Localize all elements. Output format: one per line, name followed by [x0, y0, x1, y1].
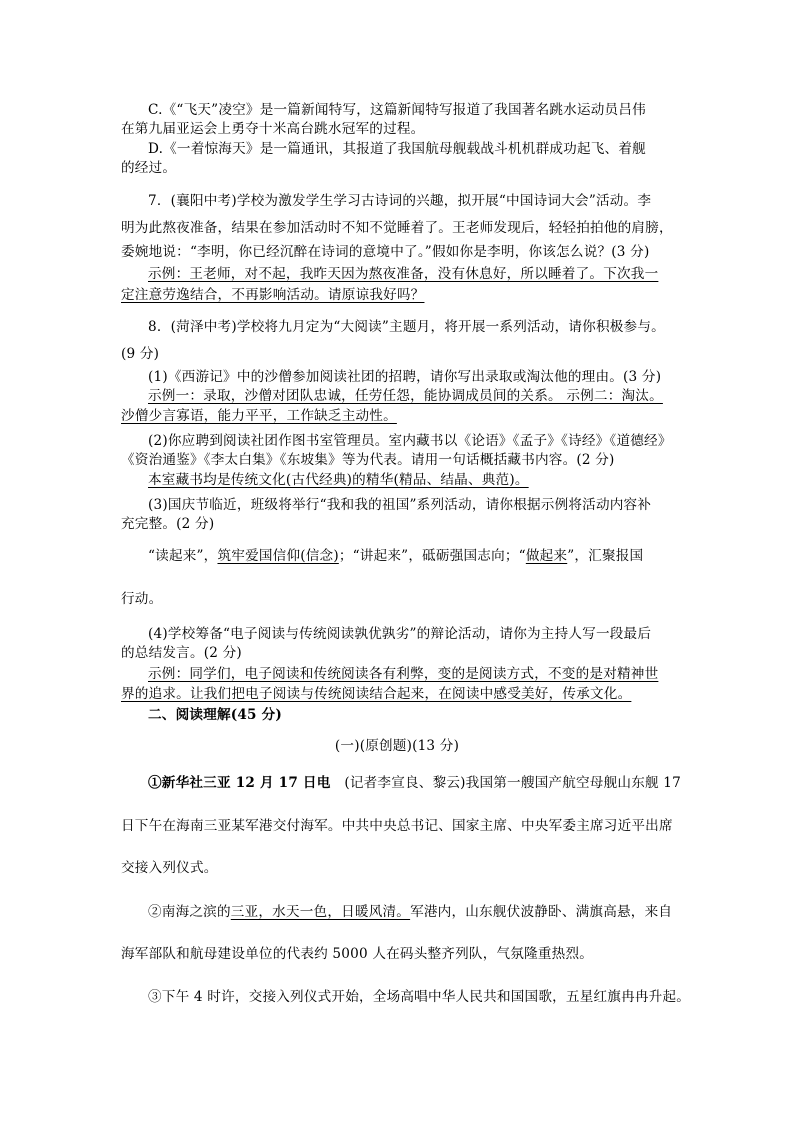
paragraph-1-line-3: 交接入列仪式。 [121, 860, 218, 876]
paragraph-2-lead: ②南海之滨的 [148, 904, 231, 920]
question-8-2-line-1: (2)你应聘到阅读社团作图书室管理员。室内藏书以《论语》《孟子》《诗经》《道德经》 [148, 433, 672, 449]
fill-label-speak: ；“讲起来”，砥砺强国志向；“ [338, 548, 526, 564]
fill-label-end: ”，汇聚报国 [567, 548, 644, 564]
paragraph-1-line-2: 日下午在海南三亚某军港交付海军。中共中央总书记、国家主席、中央军委主席习近平出席 [121, 818, 673, 834]
answer-8-1-line-2: 沙僧少言寡语，能力平平，工作缺乏主动性。 [121, 408, 397, 424]
paragraph-2-underlined: 三亚，水天一色，日暖风清。 [230, 904, 411, 920]
question-8-3-line-2: 充完整。(2 分) [121, 516, 215, 532]
option-c-line-1: C.《“飞天”凌空》是一篇新闻特写，这篇新闻特写报道了我国著名跳水运动员吕伟 [148, 102, 646, 118]
paragraph-1-line-1 [148, 773, 681, 793]
answer-7-line-1: 示例：王老师，对不起，我昨天因为熬夜准备，没有休息好，所以睡着了。下次我一 [148, 266, 659, 282]
question-8-4-line-2: 的总结发言。(2 分) [121, 645, 242, 661]
answer-7-line-2: 定注意劳逸结合，不再影响活动。请原谅我好吗？ [121, 287, 425, 303]
option-d-line-1: D.《一着惊海天》是一篇通讯，其报道了我国航母舰载战斗机机群成功起飞、着舰 [148, 141, 646, 157]
question-7-line-1: 7．(襄阳中考)学校为激发学生学习古诗词的兴趣，拟开展“中国诗词大会”活动。李 [148, 193, 652, 209]
dateline: ①新华社三亚 12 月 17 日电 [148, 775, 345, 791]
paragraph-2-line-1 [148, 902, 672, 922]
question-8-3-line-1: (3)国庆节临近，班级将举行“我和我的祖国”系列活动，请你根据示例将活动内容补 [148, 497, 652, 513]
question-8-line-2: (9 分) [121, 346, 160, 362]
fill-answer-2: 做起来 [525, 548, 568, 564]
answer-8-1-line-1: 示例一：录取，沙僧对团队忠诚，任劳任怨，能协调成员间的关系。 示例二：淘汰。 [148, 388, 663, 404]
option-c-line-2: 在第九届亚运会上勇夺十米高台跳水冠军的过程。 [121, 121, 425, 137]
paragraph-1-text: (记者李宣良、黎云)我国第一艘国产航空母舰山东舰 17 [344, 775, 681, 791]
paragraph-2-line-2: 海军部队和航母建设单位的代表约 5000 人在码头整齐列队，气氛隆重热烈。 [121, 946, 594, 962]
fill-in-line [148, 546, 643, 566]
paragraph-3-line-1: ③下午 4 时许，交接入列仪式开始，全场高唱中华人民共和国国歌，五星红旗冉冉升起。 [148, 989, 691, 1005]
question-8-2-line-2: 《资治通鉴》《李太白集》《东坡集》等为代表。请用一句话概括藏书内容。(2 分) [121, 452, 615, 468]
question-7-line-2: 明为此熬夜准备，结果在参加活动时不知不觉睡着了。王老师发现后，轻轻拍拍他的肩膀， [121, 220, 673, 236]
question-8-line-1: 8．(菏泽中考)学校将九月定为“大阅读”主题月，将开展一系列活动，请你积极参与。 [148, 319, 665, 335]
answer-8-4-line-1: 示例：同学们，电子阅读和传统阅读各有利弊，变的是阅读方式，不变的是对精神世 [148, 666, 659, 682]
question-8-4-line-1: (4)学校筹备“电子阅读与传统阅读孰优孰劣”的辩论活动，请你为主持人写一段最后 [148, 626, 652, 642]
option-d-line-2: 的经过。 [121, 160, 177, 176]
question-8-1: (1)《西游记》中的沙僧参加阅读社团的招聘，请你写出录取或淘汰他的理由。(3 分) [148, 369, 662, 385]
answer-8-2: 本室藏书均是传统文化(古代经典)的精华(精品、结晶、典范)。 [148, 472, 529, 488]
section-2-heading: 二、阅读理解(45 分) [148, 707, 283, 723]
paragraph-2-text: 军港内，山东舰伏波静卧、满旗高悬，来自 [410, 904, 673, 920]
answer-8-4-line-2: 界的追求。让我们把电子阅读与传统阅读结合起来，在阅读中感受美好，传承文化。 [121, 686, 632, 702]
fill-in-line-continuation: 行动。 [121, 591, 163, 607]
fill-answer-1: 筑牢爱国信仰(信念) [217, 548, 339, 564]
subsection-heading: (一)(原创题)(13 分) [334, 738, 460, 754]
question-7-line-3: 委婉地说：“李明，你已经沉醉在诗词的意境中了。”假如你是李明，你该怎么说？(3 分) [121, 244, 650, 260]
fill-label-read: “读起来”， [148, 548, 218, 564]
